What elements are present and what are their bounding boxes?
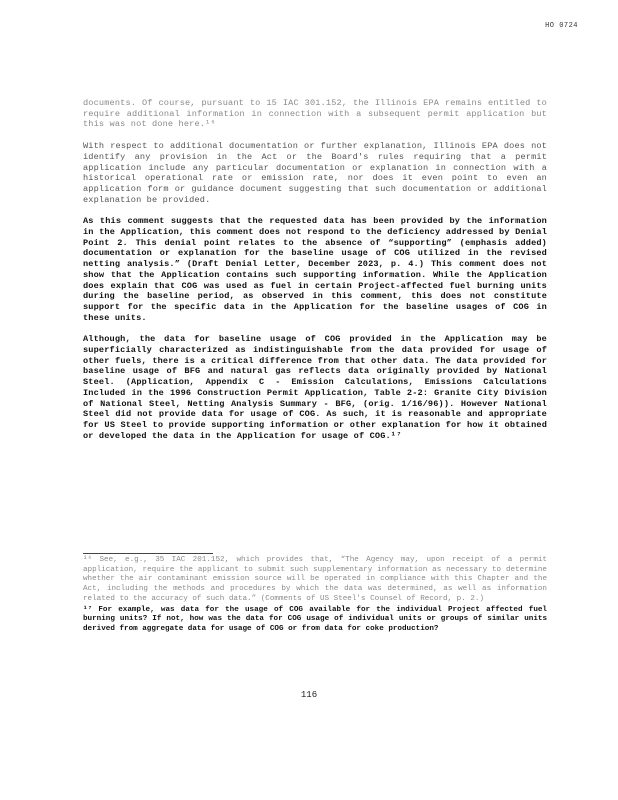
footnote-divider <box>83 553 213 554</box>
footnotes <box>83 556 547 636</box>
page-number: 116 <box>300 690 318 700</box>
paragraph-2: With respect to additional documentation or further explanation, Illinois EPA does not identify any provision in the Act or the Board's rules requiring that a permit application include any particular documentation or explanation in connection with a historical operational rate or emission rate, nor does it even point to even an application form or guidance document suggesting that such documentation or additional explanation be provided. <box>83 141 547 205</box>
footnote-17: ¹⁷ For example, was data for the usage of COG available for the individual Project affected fuel burning units? If not, how was the data for COG usage of individual units or groups of similar units derived from aggregate data for usage of COG or from data for coke production? <box>83 605 547 633</box>
paragraph-4: Although, the data for baseline usage of COG provided in the Application may be superficially characterized as indistinguishable from the data provided for usage of other fuels, there is a critical difference from that other data. The data provided for baseline usage of BFG and natural gas reflects data originally provided by National Steel. (Application, Appendix C - Emission Calculations, Emissions Calculations Included in the 1996 Construction Permit Application, Table 2-2: Granite City Division of National Steel, Netting Analysis Summary - BFG, (orig. 1/16/96)). However National Steel did not provide data for usage of COG. As such, it is reasonable and appropriate for US Steel to provide supporting information or other explanation for how it obtained or developed the data in the Application for usage of COG.¹⁷ <box>83 334 547 441</box>
paragraph-3: As this comment suggests that the requested data has been provided by the information in the Application, this comment does not respond to the deficiency addressed by Denial Point 2. This denial point relates to the absence of “supporting” (emphasis added) documentation or explanation for the baseline usage of COG utilized in the revised netting analysis.” (Draft Denial Letter, December 2023, p. 4.) This comment does not show that the Application contains such supporting information. While the Application does explain that COG was used as fuel in certain Project-affected fuel burning units during the baseline period, as observed in this comment, this does not constitute support for the specific data in the Application for the baseline usages of COG in these units. <box>83 216 547 323</box>
footnote-16: ¹⁶ See, e.g., 35 IAC 201.152, which provides that, “The Agency may, upon receipt of a permit application, require the applicant to submit such supplementary information as necessary to determine whether the air contaminant emission source will be operated in compliance with this Chapter and the Act, including the methods and procedures by which the data was determined, as well as information related to the accuracy of such data.” (Comments of US Steel's Counsel of Record, p. 2.) <box>83 556 547 603</box>
document-id: HO 0724 <box>545 22 578 30</box>
body-text <box>83 98 547 452</box>
paragraph-1: documents. Of course, pursuant to 15 IAC 301.152, the Illinois EPA remains entitled to require additional information in connection with a subsequent permit application but this was not done here.¹⁶ <box>83 98 547 130</box>
